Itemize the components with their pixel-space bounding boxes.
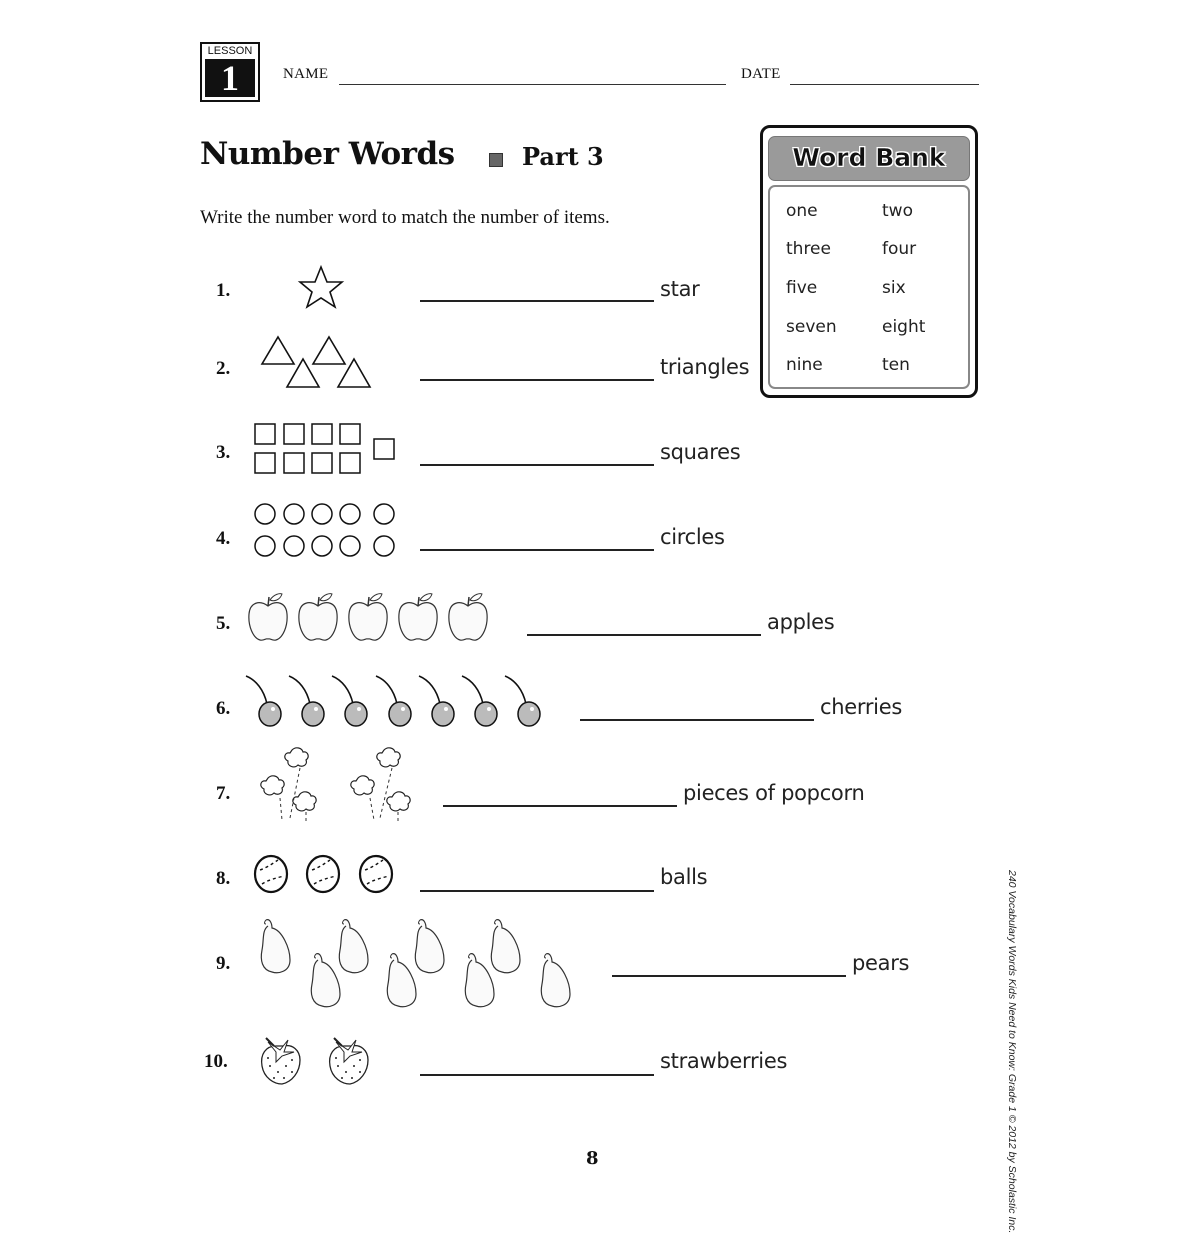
square-icon bbox=[252, 422, 402, 478]
question-number: 3. bbox=[216, 442, 231, 463]
instructions: Write the number word to match the number of items. bbox=[200, 207, 610, 228]
word-bank-word: six bbox=[882, 278, 906, 298]
item-label: circles bbox=[660, 525, 725, 549]
question-number: 1. bbox=[216, 280, 231, 301]
date-label: DATE bbox=[741, 66, 781, 82]
answer-line[interactable] bbox=[527, 634, 761, 636]
ball-icon bbox=[252, 852, 402, 898]
word-bank-word: seven bbox=[786, 317, 837, 337]
page-number: 8 bbox=[586, 1148, 599, 1169]
word-bank-word: four bbox=[882, 239, 917, 259]
answer-line[interactable] bbox=[420, 379, 654, 381]
word-bank-word: ten bbox=[882, 355, 910, 375]
question-number: 4. bbox=[216, 528, 231, 549]
word-bank-word: five bbox=[786, 278, 818, 298]
question-number: 2. bbox=[216, 358, 231, 379]
answer-line[interactable] bbox=[612, 975, 846, 977]
answer-line[interactable] bbox=[420, 890, 654, 892]
word-bank bbox=[760, 125, 978, 398]
question-number: 9. bbox=[216, 953, 231, 974]
word-bank-word: three bbox=[786, 239, 831, 259]
date-field[interactable] bbox=[790, 84, 979, 85]
item-label: pears bbox=[852, 951, 910, 975]
apple-icon bbox=[244, 592, 499, 644]
item-label: squares bbox=[660, 440, 741, 464]
answer-line[interactable] bbox=[443, 805, 677, 807]
item-label: apples bbox=[767, 610, 835, 634]
popcorn-icon bbox=[250, 746, 420, 826]
answer-line[interactable] bbox=[420, 464, 654, 466]
question-number: 5. bbox=[216, 613, 231, 634]
name-label: NAME bbox=[283, 66, 329, 82]
item-label: pieces of popcorn bbox=[683, 781, 865, 805]
word-bank-word: eight bbox=[882, 317, 926, 337]
star-icon bbox=[296, 264, 346, 310]
lesson-label: LESSON bbox=[207, 45, 253, 57]
square-bullet-icon bbox=[489, 153, 503, 167]
circle-icon bbox=[252, 502, 402, 560]
answer-line[interactable] bbox=[420, 549, 654, 551]
name-field[interactable] bbox=[339, 84, 726, 85]
cherry-icon bbox=[240, 672, 570, 730]
item-label: cherries bbox=[820, 695, 902, 719]
question-number: 7. bbox=[216, 783, 231, 804]
copyright-credit: 240 Vocabulary Words Kids Need to Know: Grade 1 © 2012 by Scholastic Inc. bbox=[1006, 870, 1018, 1233]
item-label: balls bbox=[660, 865, 708, 889]
answer-line[interactable] bbox=[420, 300, 654, 302]
word-bank-title: Word Bank bbox=[792, 143, 946, 172]
word-bank-header bbox=[768, 136, 970, 181]
word-bank-word: nine bbox=[786, 355, 823, 375]
question-number: 8. bbox=[216, 868, 231, 889]
question-number: 10. bbox=[204, 1051, 228, 1072]
lesson-badge bbox=[200, 42, 260, 102]
word-bank-list bbox=[768, 185, 970, 389]
question-number: 6. bbox=[216, 698, 231, 719]
page-title: Number Words bbox=[200, 136, 455, 172]
item-label: strawberries bbox=[660, 1049, 788, 1073]
word-bank-word: one bbox=[786, 201, 818, 221]
item-label: star bbox=[660, 277, 700, 301]
triangle-icon bbox=[256, 334, 381, 392]
answer-line[interactable] bbox=[420, 1074, 654, 1076]
strawberry-icon bbox=[256, 1036, 386, 1088]
page-subtitle: Part 3 bbox=[522, 142, 604, 171]
lesson-number: 1 bbox=[205, 59, 255, 97]
item-label: triangles bbox=[660, 355, 750, 379]
pear-icon bbox=[250, 916, 595, 1008]
answer-line[interactable] bbox=[580, 719, 814, 721]
word-bank-word: two bbox=[882, 201, 913, 221]
